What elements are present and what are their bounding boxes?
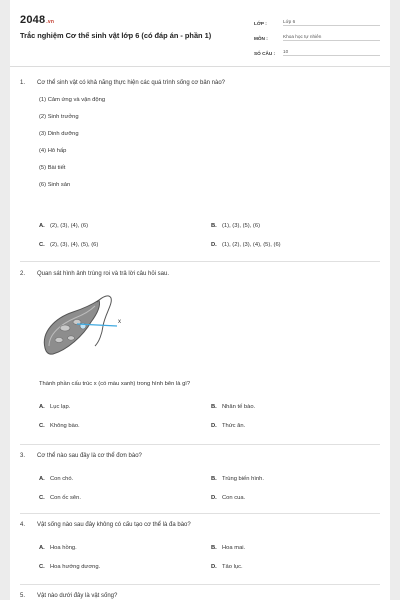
- option-letter: D.: [211, 495, 217, 501]
- question-divider: [20, 513, 380, 514]
- option-letter: A.: [39, 223, 45, 229]
- option-letter: B.: [211, 404, 217, 410]
- answer-option-c[interactable]: [39, 242, 211, 248]
- option-text: Không bào.: [50, 423, 80, 429]
- logo-text: 2048: [20, 14, 46, 26]
- answer-option-d[interactable]: [211, 423, 383, 429]
- question-divider: [20, 584, 380, 585]
- option-text: (1), (2), (3), (4), (5), (6): [222, 242, 281, 248]
- question-number: 3.: [20, 453, 26, 459]
- meta-key: LỚP :: [254, 21, 267, 26]
- question-divider: [20, 444, 380, 445]
- quiz-meta: [254, 13, 380, 58]
- answer-option-a[interactable]: [39, 404, 211, 410]
- meta-row-subject: [254, 28, 380, 41]
- answer-option-a[interactable]: [39, 545, 211, 551]
- question-4-options: [20, 545, 380, 570]
- meta-key: SỐ CÂU :: [254, 51, 276, 56]
- statement: (2) Sinh trưởng: [39, 114, 79, 120]
- option-letter: C.: [39, 242, 45, 248]
- statement: (4) Hô hấp: [39, 148, 67, 154]
- option-text: Nhân tế bào.: [222, 404, 256, 410]
- option-text: Hoa hồng.: [50, 545, 77, 551]
- option-letter: C.: [39, 423, 45, 429]
- answer-option-d[interactable]: [211, 564, 383, 570]
- answer-option-d[interactable]: [211, 495, 383, 501]
- question-number: 5.: [20, 593, 26, 599]
- meta-row-count: [254, 43, 380, 56]
- answer-option-c[interactable]: [39, 423, 211, 429]
- euglena-figure: [39, 292, 131, 362]
- question-4: [20, 522, 380, 528]
- option-text: Con cua.: [222, 495, 246, 501]
- statement: (5) Bài tiết: [39, 165, 66, 171]
- question-1: [20, 80, 380, 188]
- question-number: 1.: [20, 80, 26, 86]
- answer-option-a[interactable]: [39, 476, 211, 482]
- meta-value: Khoa học tự nhiên: [283, 34, 380, 41]
- answer-option-b[interactable]: [211, 476, 383, 482]
- question-text: Vật sống nào sau đây không có cấu tạo cơ thể là đa bào?: [37, 522, 191, 528]
- answer-option-b[interactable]: [211, 545, 383, 551]
- answer-option-d[interactable]: [211, 242, 383, 248]
- option-letter: B.: [211, 223, 217, 229]
- option-letter: A.: [39, 404, 45, 410]
- document-page: [10, 0, 390, 600]
- question-number: 4.: [20, 522, 26, 528]
- statement: (1) Cảm ứng và vận động: [39, 97, 106, 103]
- option-letter: D.: [211, 242, 217, 248]
- question-text: Cơ thể sinh vật có khả năng thực hiện các quá trình sống cơ bản nào?: [37, 80, 226, 86]
- option-text: (2), (3), (4), (5), (6): [50, 242, 99, 248]
- question-3-options: [20, 476, 380, 501]
- figure-label-x: x: [118, 319, 121, 325]
- option-text: Con ốc sên.: [50, 495, 81, 501]
- question-5: [20, 593, 380, 599]
- option-letter: C.: [39, 495, 45, 501]
- answer-option-c[interactable]: [39, 495, 211, 501]
- question-number: 2.: [20, 271, 26, 277]
- option-letter: B.: [211, 476, 217, 482]
- meta-value: Lớp 6: [283, 19, 380, 26]
- answer-option-b[interactable]: [211, 223, 383, 229]
- question-2-options: [20, 404, 380, 429]
- statement: (3) Dinh dưỡng: [39, 131, 79, 137]
- question-1-options: [20, 223, 380, 248]
- answer-option-c[interactable]: [39, 564, 211, 570]
- option-text: Con chó.: [50, 476, 74, 482]
- answer-option-b[interactable]: [211, 404, 383, 410]
- option-letter: B.: [211, 545, 217, 551]
- statement: (6) Sinh sản: [39, 182, 71, 188]
- question-text: Quan sát hình ảnh trùng roi và trả lời câu hỏi sau.: [37, 271, 170, 277]
- logo-suffix: .vn: [46, 19, 55, 25]
- option-text: Hoa mai.: [222, 545, 246, 551]
- option-letter: C.: [39, 564, 45, 570]
- question-text: Cơ thể nào sau đây là cơ thể đơn bào?: [37, 453, 142, 459]
- option-text: Thức ăn.: [222, 423, 246, 429]
- meta-key: MÔN :: [254, 36, 268, 41]
- question-text: Vật nào dưới đây là vật sống?: [37, 593, 118, 599]
- option-text: (2), (3), (4), (6): [50, 223, 89, 229]
- meta-value: 10: [283, 49, 380, 56]
- site-logo[interactable]: [20, 14, 54, 26]
- page-title: Trắc nghiệm Cơ thể sinh vật lớp 6 (có đáp án - phần 1): [20, 31, 212, 40]
- option-letter: D.: [211, 564, 217, 570]
- option-letter: A.: [39, 476, 45, 482]
- document-header: [10, 0, 390, 67]
- answer-option-a[interactable]: [39, 223, 211, 229]
- option-text: (1), (3), (5), (6): [222, 223, 261, 229]
- question-2: [20, 271, 380, 277]
- question-subtext: Thành phần cấu trúc x (có màu xanh) trong hình bên là gì?: [39, 381, 191, 387]
- option-text: Trùng biến hình.: [222, 476, 265, 482]
- option-letter: D.: [211, 423, 217, 429]
- option-text: Hoa hướng dương.: [50, 564, 101, 570]
- option-text: Tảo lục.: [222, 564, 243, 570]
- question-2-body: [20, 381, 380, 387]
- question-3: [20, 453, 380, 459]
- meta-row-class: [254, 13, 380, 26]
- option-text: Lục lạp.: [50, 404, 71, 410]
- option-letter: A.: [39, 545, 45, 551]
- question-divider: [20, 261, 380, 262]
